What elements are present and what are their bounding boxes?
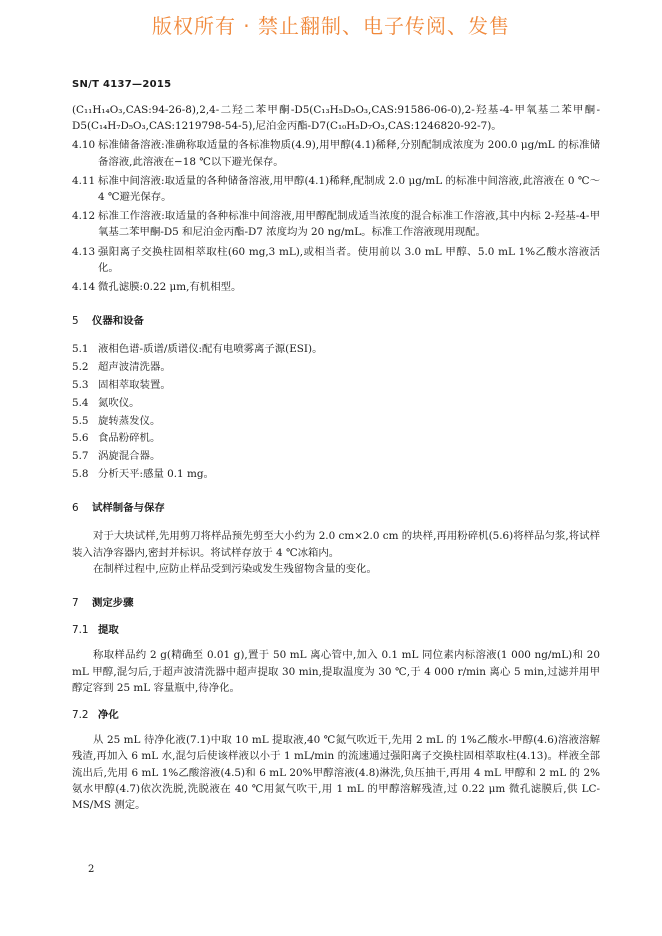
watermark: 版权所有 · 禁止翻制、电子传阅、发售 (151, 14, 511, 38)
section-number: 6 (72, 502, 79, 515)
body-paragraph: 称取样品约 2 g(精确至 0.01 g),置于 50 mL 离心管中,加入 0.1 mL 同位素内标溶液(1 000 ng/mL)和 20 mL 甲醇,混匀后,于超声波清洗器中超声提取 30 min,提取温度为 30 ℃,于 4 000 r/min 离心 5 min,过滤并用甲醇定容到 25 mL 容量瓶中,待净化。 (72, 649, 600, 694)
item-text: 旋转蒸发仪。 (98, 414, 161, 427)
section-number: 5 (72, 315, 79, 328)
item-number: 5.5 (72, 414, 89, 427)
equipment-item (72, 377, 600, 393)
item-text: 液相色谱-质谱/质谱仪:配有电喷雾离子源(ESI)。 (98, 343, 323, 356)
subsection-number: 7.2 (72, 709, 89, 722)
body-paragraph: 从 25 mL 待净化液(7.1)中取 10 mL 提取液,40 ℃氮气吹近干,先用 2 mL 的 1%乙酸水-甲醇(4.6)溶液溶解残渣,再加入 6 mL 水,混匀后使该样液以小于 1 mL/min 的流速通过强阳离子交换柱固相萃取柱(4.13)。样液全部流出后,先用 6 mL 1%乙酸溶液(4.5)和 6 mL 20%甲醇溶液(4.8)淋洗,负压抽干,再用 4 mL 甲醇和 2 mL 的 2%氨水甲醇(4.7)依次洗脱,洗脱液在 40 ℃用氮气吹干,用 1 mL 的甲醇溶解残渣,过 0.22 μm 微孔滤膜后,供 LC-MS/MS 测定。 (72, 734, 600, 812)
section-number: 7 (72, 597, 79, 610)
section-heading (72, 595, 600, 611)
equipment-item (72, 413, 600, 429)
item-number: 4.10 (72, 139, 96, 152)
item-text: 微孔滤膜:0.22 μm,有机相型。 (98, 281, 242, 294)
item-number: 5.8 (72, 468, 89, 481)
item-number: 4.14 (72, 281, 96, 294)
equipment-item (72, 341, 600, 357)
item-number: 4.13 (72, 245, 96, 258)
item-text: 强阳离子交换柱固相萃取柱(60 mg,3 mL),或相当者。使用前以 3.0 mL 甲醇、5.0 mL 1%乙酸水溶液活化。 (98, 245, 600, 274)
item-text: 固相萃取装置。 (98, 379, 171, 392)
section-title: 试样制备与保存 (92, 502, 165, 515)
reagent-item (72, 244, 600, 276)
body-paragraph: 在制样过程中,应防止样品受到污染或发生残留物含量的变化。 (93, 562, 377, 575)
equipment-item (72, 448, 600, 464)
subsection-number: 7.1 (72, 624, 89, 637)
equipment-item (72, 359, 600, 375)
document-body (72, 102, 600, 813)
section-heading (72, 313, 600, 329)
item-number: 4.11 (72, 174, 96, 187)
item-number: 5.2 (72, 361, 89, 374)
page-number: 2 (88, 864, 95, 875)
item-text: 食品粉碎机。 (98, 432, 161, 445)
subsection-title: 提取 (98, 624, 119, 637)
item-text: 标准中间溶液:取适量的各种储备溶液,用甲醇(4.1)稀释,配制成 2.0 μg/mL 的标准中间溶液,此溶液在 0 ℃～4 ℃避光保存。 (98, 174, 600, 204)
subsection-heading (72, 707, 600, 723)
section-heading (72, 500, 600, 516)
item-text: 超声波清洗器。 (98, 361, 171, 374)
item-number: 5.3 (72, 379, 89, 392)
reagent-list (72, 137, 600, 295)
reagent-item (72, 137, 600, 169)
item-text: 标准储备溶液:准确称取适量的各标准物质(4.9),用甲醇(4.1)稀释,分别配制成浓度为 200.0 μg/mL 的标准储备溶液,此溶液在−18 ℃以下避光保存。 (98, 139, 600, 168)
item-text: 分析天平:感量 0.1 mg。 (98, 468, 214, 481)
equipment-item (72, 466, 600, 482)
equipment-item (72, 395, 600, 411)
item-number: 5.1 (72, 343, 89, 356)
subsection-title: 净化 (98, 709, 119, 722)
item-text: 标准工作溶液:取适量的各种标准中间溶液,用甲醇配制成适当浓度的混合标准工作溶液,其中内标 2-羟基-4-甲氧基二苯甲酮-D5 和尼泊金丙酯-D7 浓度均为 20 ng/mL。标准工作溶液现用现配。 (98, 210, 600, 239)
equipment-item (72, 430, 600, 446)
subsection-heading (72, 622, 600, 638)
item-text: 涡旋混合器。 (98, 450, 161, 463)
equipment-list (72, 341, 600, 482)
item-number: 5.7 (72, 450, 89, 463)
item-number: 4.12 (72, 210, 96, 223)
section-title: 测定步骤 (92, 597, 134, 610)
reagent-item (72, 279, 600, 295)
standard-number: SN/T 4137—2015 (72, 79, 172, 90)
body-paragraph: 对于大块试样,先用剪刀将样品预先剪至大小约为 2.0 cm×2.0 cm 的块样,再用粉碎机(5.6)将样品匀浆,将试样装入洁净容器内,密封并标识。将试样存放于 4 ℃冰箱内。 (72, 530, 600, 559)
item-number: 5.6 (72, 432, 89, 445)
item-number: 5.4 (72, 396, 89, 409)
section-title: 仪器和设备 (92, 315, 144, 328)
item-text: 氮吹仪。 (98, 396, 140, 409)
reagent-item (72, 173, 600, 205)
reagent-item (72, 208, 600, 240)
intro-paragraph: (C₁₁H₁₄O₃,CAS:94-26-8),2,4-二羟二苯甲酮-D5(C₁₃H₅D₅O₃,CAS:91586-06-0),2-羟基-4-甲氧基二苯甲酮-D5(C₁₄H₇D₅O₃,CAS:1219798-54-5),尼泊金丙酯-D7(C₁₀H₅D₇O₃,CAS:1246820-92-7)。 (72, 104, 600, 133)
